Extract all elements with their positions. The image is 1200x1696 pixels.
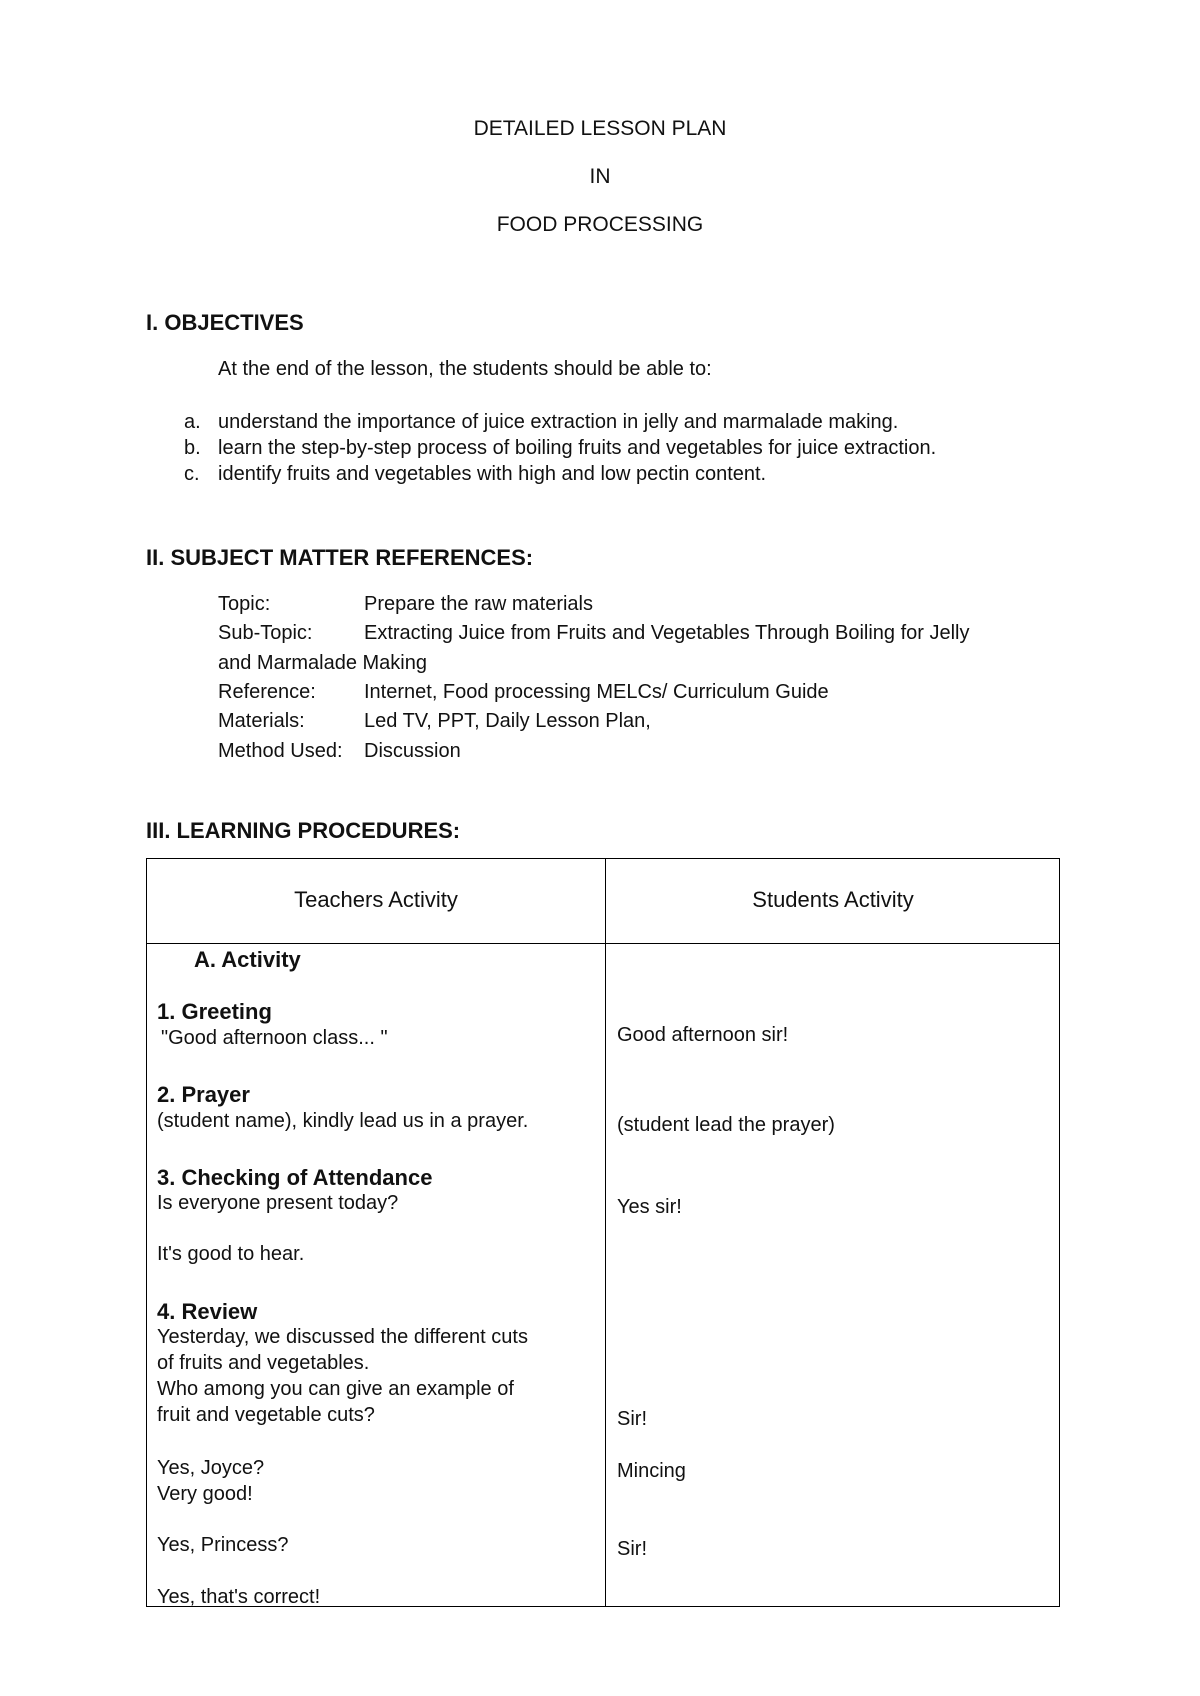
subtopic-value: Extracting Juice from Fruits and Vegetables Through Boiling for Jelly	[364, 622, 970, 644]
objective-item: identify fruits and vegetables with high and low pectin content.	[218, 463, 767, 485]
topic-value: Prepare the raw materials	[364, 593, 593, 615]
document-subject: FOOD PROCESSING	[496, 213, 704, 236]
students-activity-header: Students Activity	[752, 887, 914, 912]
table-header-divider	[147, 943, 1059, 944]
prayer-title: 2. Prayer	[157, 1082, 250, 1107]
attendance-title: 3. Checking of Attendance	[157, 1165, 433, 1190]
review-title: 4. Review	[157, 1299, 258, 1324]
very-good: Very good!	[157, 1483, 253, 1505]
section-a-activity: A. Activity	[194, 947, 301, 972]
review-line: Yesterday, we discussed the different cuts	[157, 1326, 528, 1348]
procedures-table	[146, 858, 1060, 1607]
greeting-reply: Good afternoon sir!	[617, 1024, 789, 1046]
correct-response: Yes, that's correct!	[157, 1586, 321, 1608]
prayer-text: (student name), kindly lead us in a prayer.	[157, 1110, 529, 1132]
reference-value: Internet, Food processing MELCs/ Curriculum Guide	[364, 681, 829, 703]
attendance-reply: Yes sir!	[617, 1196, 682, 1218]
review-line: of fruits and vegetables.	[157, 1352, 370, 1374]
objective-item: understand the importance of juice extraction in jelly and marmalade making.	[218, 411, 899, 433]
review-line: Who among you can give an example of	[157, 1378, 514, 1400]
topic-label: Topic:	[218, 593, 271, 615]
materials-label: Materials:	[218, 710, 305, 732]
table-column-divider	[605, 859, 606, 1606]
procedures-heading: III. LEARNING PROCEDURES:	[146, 818, 461, 843]
attendance-followup: It's good to hear.	[157, 1243, 305, 1265]
document-title: DETAILED LESSON PLAN	[473, 117, 727, 140]
objectives-heading: I. OBJECTIVES	[146, 310, 304, 335]
objective-letter: b.	[184, 437, 201, 459]
review-line: fruit and vegetable cuts?	[157, 1404, 375, 1426]
prayer-reply: (student lead the prayer)	[617, 1114, 835, 1136]
objective-letter: c.	[184, 463, 200, 485]
materials-value: Led TV, PPT, Daily Lesson Plan,	[364, 710, 651, 732]
attendance-question: Is everyone present today?	[157, 1192, 399, 1214]
subtopic-label: Sub-Topic:	[218, 622, 313, 644]
method-value: Discussion	[364, 740, 461, 762]
teachers-activity-header: Teachers Activity	[294, 887, 458, 912]
greeting-text: "Good afternoon class... "	[161, 1027, 388, 1049]
subject-matter-heading: II. SUBJECT MATTER REFERENCES:	[146, 545, 534, 570]
method-label: Method Used:	[218, 740, 343, 762]
objectives-intro: At the end of the lesson, the students should be able to:	[218, 358, 712, 380]
princess-reply: Sir!	[617, 1538, 647, 1560]
review-reply: Sir!	[617, 1408, 647, 1430]
objective-letter: a.	[184, 411, 201, 433]
princess-question: Yes, Princess?	[157, 1534, 289, 1556]
reference-label: Reference:	[218, 681, 316, 703]
objective-item: learn the step-by-step process of boiling fruits and vegetables for juice extraction.	[218, 437, 937, 459]
joyce-reply: Mincing	[617, 1460, 686, 1482]
joyce-question: Yes, Joyce?	[157, 1457, 265, 1479]
document-title-in: IN	[589, 165, 611, 188]
subtopic-continuation: and Marmalade Making	[218, 652, 427, 674]
greeting-title: 1. Greeting	[157, 999, 272, 1024]
